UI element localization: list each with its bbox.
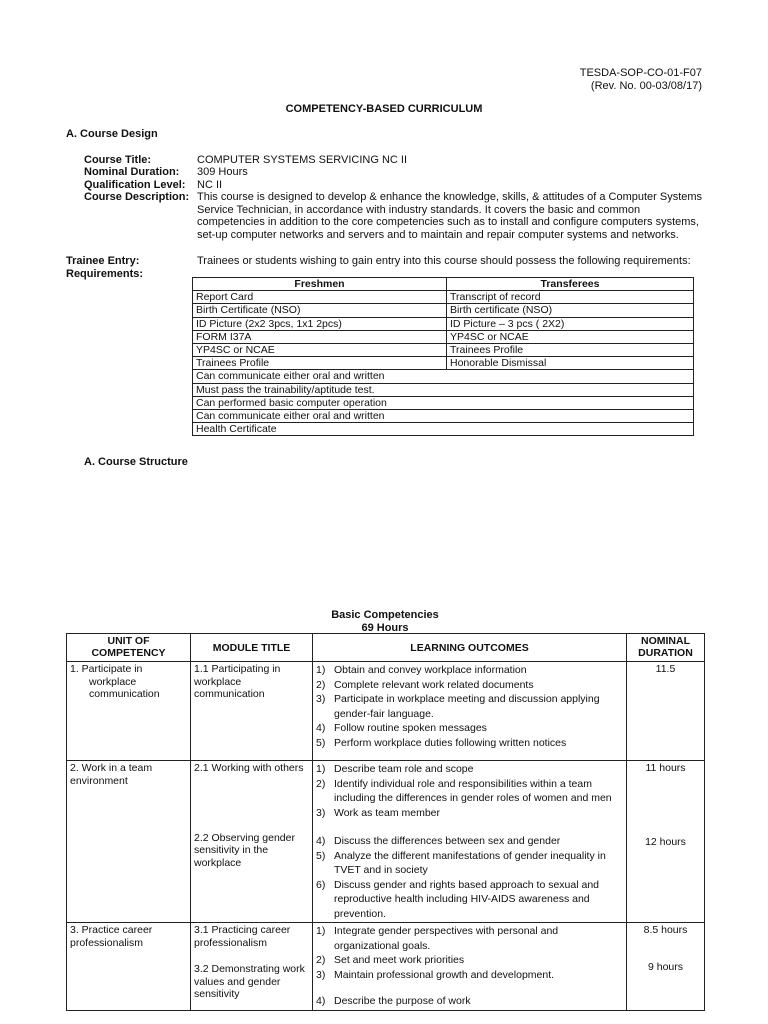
outcome-number: 6) <box>316 878 326 891</box>
outcomes-cell <box>313 923 627 1011</box>
duration-cell: 11.5 <box>627 662 705 761</box>
outcome-number: 2) <box>316 954 326 966</box>
outcome-number: 2) <box>316 777 326 790</box>
table-row <box>193 423 694 436</box>
qualification-level-label: Qualification Level: <box>84 179 186 191</box>
shared-requirement-cell: Health Certificate <box>193 423 694 436</box>
duration-header-line: NOMINAL <box>641 635 690 647</box>
outcomes-list <box>316 994 623 1009</box>
duration-cell <box>627 923 705 1011</box>
table-row <box>67 761 705 923</box>
section-course-structure: A. Course Structure <box>84 456 188 468</box>
section-course-design: A. Course Design <box>66 128 158 140</box>
freshmen-cell: Report Card <box>193 291 447 304</box>
course-description-line: set-up computer networks and servers and to maintain and repair computer systems and networks. <box>197 228 679 241</box>
outcomes-header: LEARNING OUTCOMES <box>313 634 627 662</box>
duration-cell <box>627 761 705 923</box>
document-code-block <box>402 67 702 92</box>
transferees-header: Transferees <box>447 278 694 291</box>
outcome-text: Perform workplace duties following written notices <box>334 736 567 749</box>
transferees-cell: Honorable Dismissal <box>447 357 694 370</box>
trainee-entry-intro: Trainees or students wishing to gain entry into this course should possess the following requirements: <box>197 255 691 267</box>
module-cell <box>191 923 313 1011</box>
competency-table <box>66 633 705 1011</box>
table-row <box>193 330 694 343</box>
trainee-entry-label-line: Trainee Entry: <box>66 255 140 267</box>
course-description-label: Course Description: <box>84 191 190 203</box>
list-item <box>316 806 623 821</box>
freshmen-cell: Birth Certificate (NSO) <box>193 304 447 317</box>
list-item <box>316 994 623 1009</box>
outcome-number: 4) <box>316 722 326 734</box>
unit-header-line: UNIT OF <box>107 635 150 647</box>
course-description-line: This course is designed to develop & enhance the knowledge, skills, & attitudes of a Computer Systems <box>197 191 703 203</box>
nominal-duration-label: Nominal Duration: <box>84 166 180 178</box>
list-item <box>316 762 623 777</box>
basic-competencies-hours: 69 Hours <box>361 621 409 634</box>
outcome-text: Analyze the different manifestations of gender inequality in TVET and in society <box>334 849 606 876</box>
nominal-duration-value: 309 Hours <box>197 166 248 178</box>
outcome-text: Work as team member <box>334 806 440 819</box>
freshmen-cell: ID Picture (2x2 3pcs, 1x1 2pcs) <box>193 317 447 330</box>
duration-header <box>627 634 705 662</box>
requirements-table <box>192 277 694 436</box>
list-item <box>316 834 623 849</box>
table-row <box>193 344 694 357</box>
list-item <box>316 849 623 878</box>
table-row <box>193 396 694 409</box>
list-item <box>316 777 623 806</box>
table-row <box>193 357 694 370</box>
course-title-value: COMPUTER SYSTEMS SERVICING NC II <box>197 154 408 166</box>
table-row <box>67 923 705 1011</box>
outcome-number: 3) <box>316 968 326 981</box>
table-row <box>193 304 694 317</box>
module-cell <box>191 761 313 923</box>
qualification-level-value: NC II <box>197 179 223 191</box>
transferees-cell: YP4SC or NCAE <box>447 330 694 343</box>
table-row <box>193 410 694 423</box>
module-title: 2.1 Working with others <box>194 762 304 774</box>
outcome-number: 5) <box>316 736 326 749</box>
freshmen-cell: Trainees Profile <box>193 357 447 370</box>
table-row <box>193 383 694 396</box>
outcomes-cell <box>313 761 627 923</box>
list-item <box>316 924 623 953</box>
revision-number: (Rev. No. 00-03/08/17) <box>590 79 702 92</box>
unit-cell <box>67 761 191 923</box>
course-description-line: Service Technician, in accordance with industry standards. It covers the basic and common <box>197 203 641 216</box>
outcome-number: 4) <box>316 995 326 1007</box>
outcome-number: 4) <box>316 835 326 847</box>
outcome-text: Obtain and convey workplace information <box>334 664 527 676</box>
outcome-text: Describe the purpose of work <box>334 995 471 1007</box>
module-title: 3.1 Practicing career professionalism <box>194 924 291 949</box>
page-title: COMPETENCY-BASED CURRICULUM <box>285 103 483 115</box>
list-item <box>316 968 623 983</box>
table-row <box>193 291 694 304</box>
requirements-header-row <box>193 278 694 291</box>
outcome-text: Participate in workplace meeting and discussion applying gender-fair language. <box>334 693 600 720</box>
unit-cell <box>67 662 191 761</box>
unit-header <box>67 634 191 662</box>
outcome-text: Follow routine spoken messages <box>334 722 487 734</box>
outcome-number: 2) <box>316 678 326 691</box>
transferees-cell: Trainees Profile <box>447 344 694 357</box>
trainee-entry-label <box>66 255 143 280</box>
outcome-text: Maintain professional growth and development. <box>334 968 555 981</box>
outcome-text: Identify individual role and responsibilities within a team including the differences in gender roles of women and men <box>334 777 612 804</box>
outcome-text: Complete relevant work related documents <box>334 678 534 691</box>
outcome-number: 5) <box>316 849 326 862</box>
list-item <box>316 663 623 678</box>
duration-value: 11 hours <box>645 762 686 774</box>
unit-header-line: COMPETENCY <box>91 647 166 659</box>
course-description-line: competencies in addition to the core competencies such as to install and configure computers systems, <box>197 216 699 228</box>
shared-requirement-cell: Can performed basic computer operation <box>193 396 694 409</box>
unit-cell <box>67 923 191 1011</box>
transferees-cell: ID Picture – 3 pcs ( 2X2) <box>447 317 694 330</box>
duration-value: 8.5 hours <box>643 924 688 936</box>
shared-requirement-cell: Can communicate either oral and written <box>193 410 694 423</box>
table-row <box>193 370 694 383</box>
shared-requirement-cell: Must pass the trainability/aptitude test. <box>193 383 694 396</box>
list-item <box>316 678 623 693</box>
course-description <box>197 191 707 241</box>
freshmen-cell: YP4SC or NCAE <box>193 344 447 357</box>
outcomes-list <box>316 762 623 820</box>
duration-header-line: DURATION <box>638 647 693 659</box>
module-title: 2.2 Observing gender sensitivity in the workplace <box>194 831 295 869</box>
outcome-text: Integrate gender perspectives with personal and organizational goals. <box>334 925 559 952</box>
duration-value: 12 hours <box>645 835 686 848</box>
outcome-text: Describe team role and scope <box>334 763 474 775</box>
outcomes-list <box>316 834 623 921</box>
outcome-number: 1) <box>316 763 326 775</box>
shared-requirement-cell: Can communicate either oral and written <box>193 370 694 383</box>
document-code: TESDA-SOP-CO-01-F07 <box>579 67 702 79</box>
list-item <box>316 953 623 968</box>
basic-competencies-title: Basic Competencies <box>331 609 439 621</box>
duration-value: 9 hours <box>647 960 684 973</box>
outcome-text: Discuss the differences between sex and gender <box>334 835 561 847</box>
outcomes-list <box>316 924 623 982</box>
outcome-number: 1) <box>316 664 326 676</box>
freshmen-header: Freshmen <box>193 278 447 291</box>
transferees-cell: Transcript of record <box>447 291 694 304</box>
outcome-text: Set and meet work priorities <box>334 954 465 966</box>
list-item <box>316 692 623 721</box>
list-item <box>316 736 623 751</box>
module-header: MODULE TITLE <box>191 634 313 662</box>
table-row <box>193 317 694 330</box>
competency-header-row <box>67 634 705 662</box>
module-title: 1.1 Participating in workplace communication <box>194 663 281 700</box>
trainee-entry-label-line: Requirements: <box>66 267 144 280</box>
unit-text: 2. Work in a team environment <box>70 762 153 787</box>
course-title-label: Course Title: <box>84 154 152 166</box>
outcomes-cell <box>313 662 627 761</box>
list-item <box>316 721 623 736</box>
freshmen-cell: FORM I37A <box>193 330 447 343</box>
module-title: 3.2 Demonstrating work values and gender sensitivity <box>194 963 305 1000</box>
outcome-number: 3) <box>316 806 326 819</box>
basic-competencies-heading <box>66 609 704 634</box>
list-item <box>316 878 623 922</box>
unit-text: 1. Participate in workplace communication <box>70 663 160 700</box>
outcome-number: 1) <box>316 925 326 937</box>
transferees-cell: Birth certificate (NSO) <box>447 304 694 317</box>
table-row <box>67 662 705 761</box>
unit-text: 3. Practice career professionalism <box>70 924 153 949</box>
outcome-number: 3) <box>316 693 326 705</box>
module-cell <box>191 662 313 761</box>
outcome-text: Discuss gender and rights based approach to sexual and reproductive health including HIV-AIDS awareness and prevention. <box>334 878 600 920</box>
outcomes-list <box>316 663 623 750</box>
